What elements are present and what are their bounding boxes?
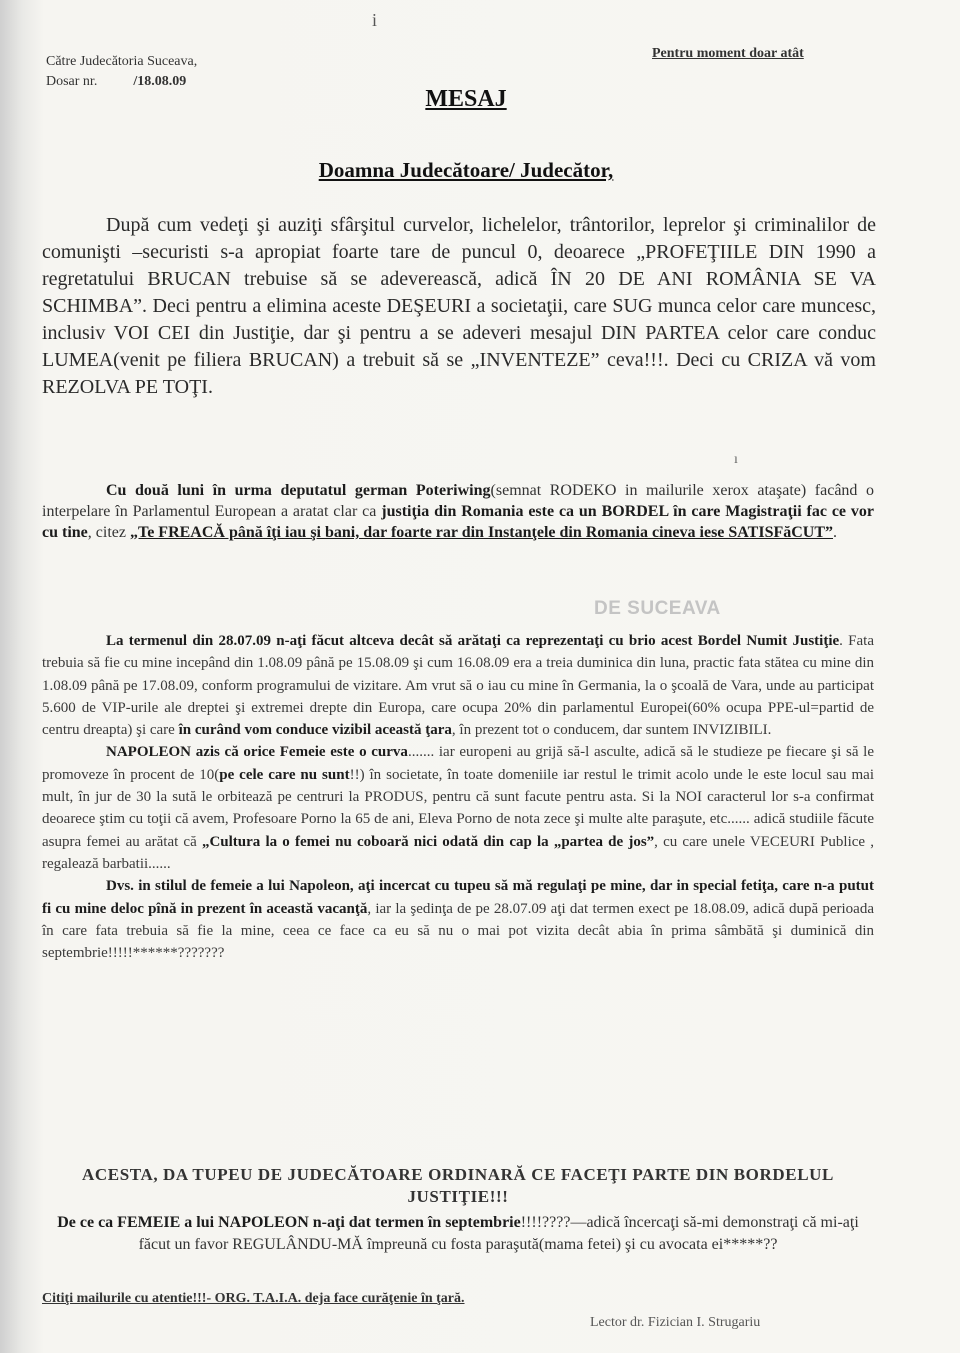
text-plain: , citez: [87, 524, 130, 541]
text-bold: „Cultura la o femei nu coboară nici odată din cap la „partea de jos”: [201, 833, 655, 850]
paragraph-napoleon: [42, 741, 874, 875]
paragraph-deputat: [42, 480, 874, 543]
text-bold: justiţia din Romania este ca un BORDEL în care Magistraţii fac ce vor cu tine: [42, 503, 875, 541]
text-bold: pe cele care nu sunt: [219, 766, 350, 783]
stamp-text: DE SUCEAVA: [594, 598, 721, 619]
paragraph-intro: După cum vedeţi şi auziţi sfârşitul curvelor, lichelelor, trântorilor, leprelor şi criminalilor de comunişti –securisti s-a apropiat foarte tare de puncul 0, deoarece „PROFEŢIILE DIN 1990 a regretatului BRUCAN trebuise să se adeverească, adică ÎN 20 DE ANI ROMÂNIA SE VA SCHIMBA”. Deci pentru a elimina aceste DEŞEURI a societaţii, care SUG munca celor care muncesc, inclusiv VOI CEI din Justiţie, dar şi pentru a se adeveri mesajul DIN PARTEA celor care conduc LUMEA(venit pe filiera BRUCAN) a trebuit să se „INVENTEZE” ceva!!!. Deci cu CRIZA vă vom REZOLVA PE TOŢI.: [42, 214, 876, 398]
text-bold: La termenul din 28.07.09 n-aţi făcut altceva decât să arătaţi ca reprezentaţi cu brio acest Bordel Numit Justiţie: [106, 633, 840, 649]
text-plain: !!) în societate, în toate domeniile iar restul le trimit acolo unde le este locul sau mai mult, în jur de 30 la sută le orbitează pe centruri la PRODUS, pentru că sunt facute pentru asta. Si la NOI caracterul lor s-a confirmat deoarece ştim cu toţii că avem, Profesoare Porno la 65 de ani, Eleva Porno de nota zece şi multe alte paraşute, etc...... adică studiile făcute asupra femei au arătat că: [42, 766, 875, 850]
footer-note: Citiţi mailurile cu atentie!!!- ORG. T.A.I.A. deja face curăţenie în ţară.: [42, 1291, 465, 1306]
salutation: Doamna Judecătoare/ Judecător,: [318, 158, 614, 182]
top-right-note: Pentru moment doar atât: [652, 46, 804, 61]
address-line: Către Judecătoria Suceava,: [46, 54, 198, 69]
text-plain: , iar la şedinţa de pe 28.07.09 aţi dat termen exect pe 18.08.09, adică după perioada în care fata trebuia să fie la mine, ceea ce face ca eu să nu o mai pot vizita decât abia în prima sâmbătă şi duminică din septembrie!!!!!******???????: [42, 900, 874, 962]
closing-question: [42, 1212, 874, 1256]
text-plain: , cu care unele VECEURI Publice , regalează barbatii......: [42, 833, 875, 872]
closing-exclamation: ACESTA, DA TUPEU DE JUDECĂTOARE ORDINARĂ CE FACEŢI PARTE DIN BORDELUL JUSTIŢIE!!!: [82, 1165, 834, 1206]
paragraph-termen: [42, 630, 874, 741]
text-bold: NAPOLEON azis că orice Femeie este o curva: [106, 744, 408, 761]
paragraph-body: [42, 630, 874, 964]
text-plain: ....... iar europeni au grijă să-l asculte, adică să le studieze pe fiecare şi să le promoveze în procent de 10(: [42, 744, 874, 783]
scan-tick: ı: [734, 452, 738, 467]
scan-mark: i: [372, 10, 378, 30]
text-plain: (semnat RODEKO in mailurile xerox ataşate) facând o interpelare în Parlamentul European a aratat clar ca: [42, 482, 875, 520]
text-plain: !!!!????—adică încercaţi să-mi demonstraţi că mi-aţi făcut un favor REGULÂNDU-MĂ împreună cu fosta paraşută(mama fetei) şi cu avocata ei*****??: [138, 1214, 859, 1253]
text-plain: . Fata trebuia să fie cu mine incepând din 1.08.09 până pe 15.08.09 şi cum 16.08.09 era a treia duminica din luna, practic fata stătea cu mine din 1.08.09 până pe 17.08.09, conform programului de vizitare. Am vrut să o iau cu mine în Germania, la o şcoală de Vara, unde au participat 5.600 de VIP-urile ale dreptei şi extremei drepte din Europa, care ocupa 20% din parlamentul Europei(60% ocupa PPE-ul=partid de centru dreapta) şi care: [42, 633, 874, 739]
paragraph-dvs: [42, 875, 874, 964]
text-plain: , în prezent tot o conducem, dar suntem INVIZIBILI.: [451, 722, 772, 739]
text-bold: Dvs. in stilul de femeie a lui Napoleon, aţi incercat cu tupeu să mă regulaţi pe mine, dar in special fetiţa, care n-a putut fi cu mine deloc pînă in prezent în această vacanţă: [42, 878, 874, 917]
dosar-label: Dosar nr.: [46, 74, 98, 89]
text-bold: De ce ca FEMEIE a lui NAPOLEON n-aţi dat termen în septembrie: [57, 1214, 521, 1231]
text-bold: Cu două luni în urma deputatul german Poteriwing: [106, 482, 491, 499]
text-plain: .: [833, 524, 838, 541]
text-bold: în curând vom conduce vizibil această ţara: [178, 722, 452, 739]
text-quote: „Te FREACĂ până îţi iau şi bani, dar foarte rar din Instanţele din Romania cineva iese SATISFăCUT”: [129, 524, 834, 541]
dosar-date: /18.08.09: [133, 74, 187, 89]
page-title: MESAJ: [425, 86, 507, 112]
signature: Lector dr. Fizician I. Strugariu: [590, 1315, 761, 1330]
